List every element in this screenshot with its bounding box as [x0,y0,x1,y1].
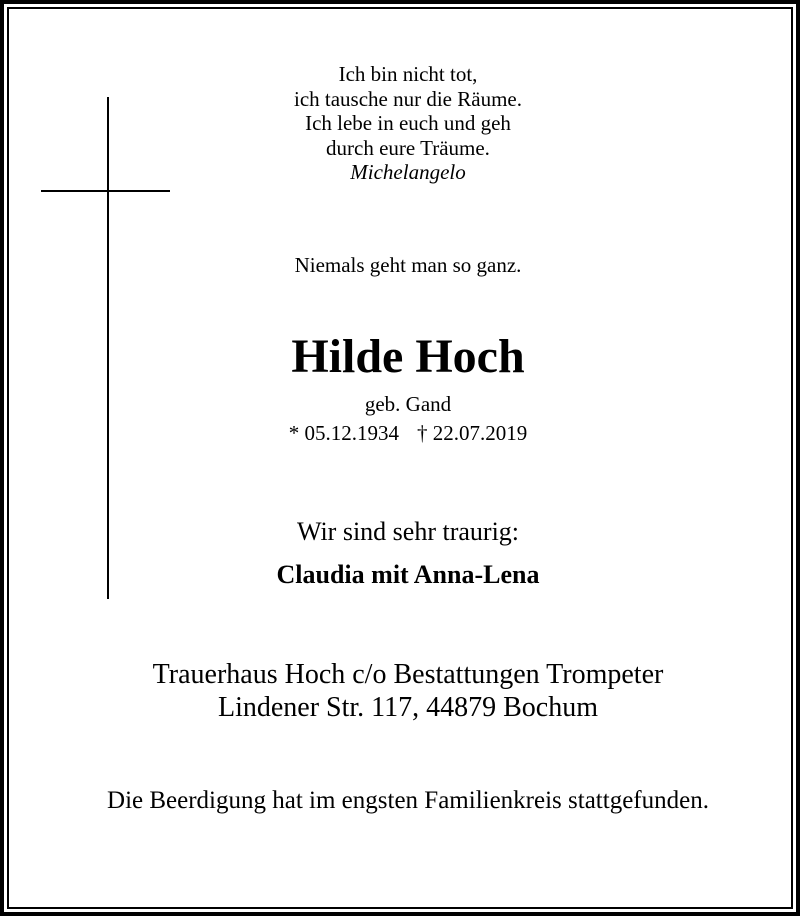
poem-line: durch eure Träume. [326,135,490,160]
birth-name: geb. Gand [364,392,452,416]
poem-line: Ich lebe in euch und geh [305,111,511,135]
life-dates [0,420,800,446]
died-date: 22.07.2019 [432,421,528,445]
born-date: 05.12.1934 [304,421,399,445]
mourners-names: Claudia mit Anna-Lena [276,560,540,589]
burial-note: Die Beerdigung hat im engsten Familienkreis stattgefunden. [107,787,709,814]
poem-line: ich tausche nur die Räume. [293,86,522,111]
mourners-intro: Wir sind sehr traurig: [296,517,520,546]
deceased-name: Hilde Hoch [291,330,525,383]
address [0,658,800,724]
poem-author: Michelangelo [350,160,466,184]
cross-icon-horizontal [41,190,170,192]
born-star-icon: * [288,421,300,445]
poem [0,62,800,185]
died-cross-icon: † [417,421,428,445]
address-line-2: Lindener Str. 117, 44879 Bochum [217,692,599,723]
address-line-1: Trauerhaus Hoch c/o Bestattungen Trompeter [152,659,664,690]
poem-line: Ich bin nicht tot, [338,62,478,86]
motto: Niemals geht man so ganz. [294,253,522,277]
